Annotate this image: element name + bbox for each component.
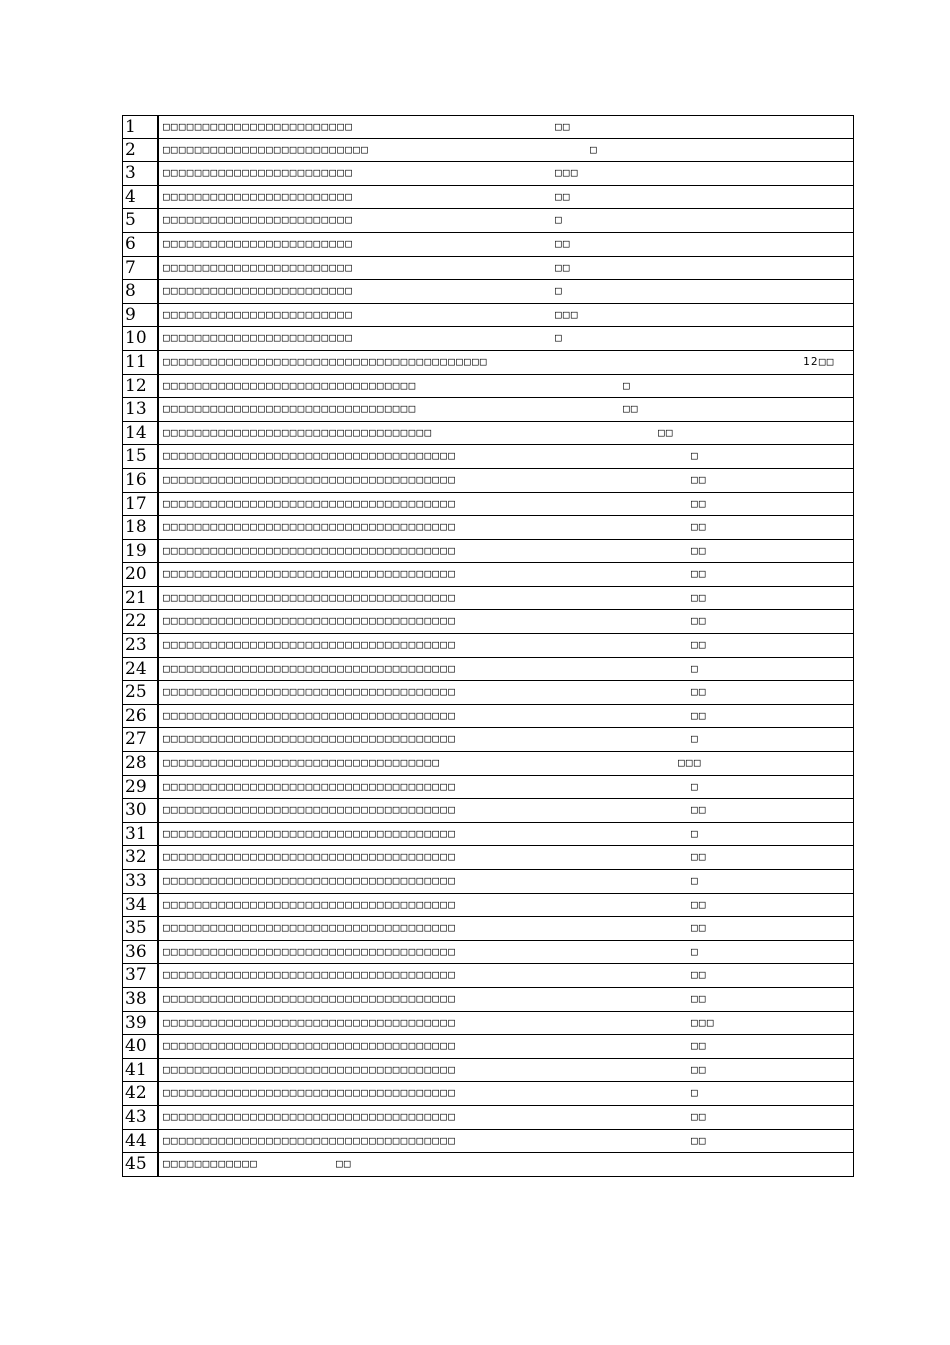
row-tail-text: □□□ bbox=[555, 307, 579, 321]
document-table bbox=[122, 115, 854, 1177]
row-tail-text: □□ bbox=[691, 968, 707, 982]
row-number: 40 bbox=[123, 1035, 159, 1058]
row-text: □□□□□□□□□□□□□□□□□□□□□□□□□□□□□□□□□□□□□ bbox=[163, 1133, 457, 1147]
row-tail-text: □ bbox=[691, 449, 699, 463]
row-number: 26 bbox=[123, 705, 159, 728]
table-row bbox=[122, 563, 854, 587]
row-text: □□□□□□□□□□□□□□□□□□□□□□□□□□□□□□□□□□□□□ bbox=[163, 638, 457, 652]
table-row bbox=[122, 445, 854, 469]
row-text: □□□□□□□□□□□□□□□□□□□□□□□□□□□□□□□□□□□□□ bbox=[163, 708, 457, 722]
row-tail-text: □□ bbox=[691, 520, 707, 534]
row-tail-text: □ bbox=[691, 826, 699, 840]
row-text: □□□□□□□□□□□□□□□□□□□□□□□□□□□□□□□□□□□□□ bbox=[163, 803, 457, 817]
table-row bbox=[122, 752, 854, 776]
table-row bbox=[122, 139, 854, 163]
row-tail-text: □ bbox=[691, 779, 699, 793]
row-text: □□□□□□□□□□□□□□□□□□□□□□□□□□□□□□□□□□□□□ bbox=[163, 449, 457, 463]
row-tail-text: □□ bbox=[691, 638, 707, 652]
row-number: 17 bbox=[123, 493, 159, 516]
row-number: 31 bbox=[123, 823, 159, 846]
row-text: □□□□□□□□□□□□□□□□□□□□□□□□ bbox=[163, 284, 354, 298]
row-number: 27 bbox=[123, 728, 159, 751]
table-row bbox=[122, 846, 854, 870]
row-tail-text: □□ bbox=[691, 708, 707, 722]
row-number: 19 bbox=[123, 540, 159, 563]
table-row bbox=[122, 917, 854, 941]
row-tail-text: □ bbox=[691, 874, 699, 887]
row-number: 7 bbox=[123, 257, 159, 280]
row-text: □□□□□□□□□□□□□□□□□□□□□□□□□□□□□□□□ bbox=[163, 378, 417, 392]
row-tail-text: □ bbox=[555, 213, 563, 227]
row-number: 18 bbox=[123, 516, 159, 539]
row-text: □□□□□□□□□□□□□□□□□□□□□□□□□□□□□□□□ bbox=[163, 402, 417, 416]
table-row bbox=[122, 1082, 854, 1106]
table-row bbox=[122, 327, 854, 351]
row-text: □□□□□□□□□□□□□□□□□□□□□□□□□□□□□□□□□□□□□ bbox=[163, 496, 457, 510]
row-text: □□□□□□□□□□□□□□□□□□□□□□□□ bbox=[163, 213, 354, 227]
table-row bbox=[122, 257, 854, 281]
row-text: □□□□□□□□□□□□□□□□□□□□□□□□□□□□□□□□□□□□□ bbox=[163, 944, 457, 958]
row-text: □□□□□□□□□□□□□□□□□□□□□□□□ bbox=[163, 331, 354, 345]
row-tail-text: □ bbox=[691, 732, 699, 746]
table-row bbox=[122, 776, 854, 800]
row-number: 14 bbox=[123, 422, 159, 445]
table-row bbox=[122, 870, 854, 894]
table-row bbox=[122, 941, 854, 965]
table-row bbox=[122, 587, 854, 611]
row-text: □□□□□□□□□□□□□□□□□□□□□□□□ bbox=[163, 189, 354, 203]
row-text: □□□□□□□□□□□□□□□□□□□□□□□□□□□□□□□□□□□□□ bbox=[163, 921, 457, 935]
row-tail-text: □□ bbox=[691, 1109, 707, 1123]
row-number: 38 bbox=[123, 988, 159, 1011]
row-text: □□□□□□□□□□□□□□□□□□□□□□□□□□□□□□□□□□□□□ bbox=[163, 991, 457, 1005]
row-tail-text: □□ bbox=[623, 402, 639, 416]
table-row bbox=[122, 1106, 854, 1130]
row-text: □□□□□□□□□□□□□□□□□□□□□□□□□□□□□□□□□□□□□ bbox=[163, 685, 457, 699]
row-tail-text: □□ bbox=[691, 897, 707, 911]
table-row bbox=[122, 351, 854, 375]
row-number: 3 bbox=[123, 162, 159, 185]
row-number: 43 bbox=[123, 1106, 159, 1129]
row-text: □□□□□□□□□□□□□□□□□□□□□□□□□□□□□□□□□□□□□ bbox=[163, 968, 457, 982]
table-row bbox=[122, 304, 854, 328]
row-tail-text: □ bbox=[555, 284, 563, 298]
table-row bbox=[122, 705, 854, 729]
row-text: □□□□□□□□□□□□ bbox=[163, 1157, 259, 1171]
row-tail-text: □□ bbox=[691, 803, 707, 817]
row-tail-text: □□ bbox=[555, 260, 571, 274]
row-text: □□□□□□□□□□□□□□□□□□□□□□□□□□□□□□□□□□□□□ bbox=[163, 732, 457, 746]
row-tail-text: □ bbox=[555, 331, 563, 345]
table-row bbox=[122, 658, 854, 682]
table-row bbox=[122, 1153, 854, 1177]
row-tail-text: □ bbox=[691, 661, 699, 675]
table-row bbox=[122, 233, 854, 257]
table-row bbox=[122, 1130, 854, 1154]
table-row bbox=[122, 516, 854, 540]
row-tail-text: □□ bbox=[691, 496, 707, 510]
row-tail-text: □□□ bbox=[555, 166, 579, 180]
row-text: □□□□□□□□□□□□□□□□□□□□□□□□□□□□□□□□□□□□□ bbox=[163, 661, 457, 675]
row-tail-text: □□ bbox=[691, 590, 707, 604]
row-number: 36 bbox=[123, 941, 159, 964]
row-text: □□□□□□□□□□□□□□□□□□□□□□□□□□□□□□□□□□□□□ bbox=[163, 850, 457, 864]
row-tail-text: □□ bbox=[691, 921, 707, 935]
row-number: 41 bbox=[123, 1059, 159, 1082]
table-row bbox=[122, 422, 854, 446]
table-row bbox=[122, 115, 854, 139]
row-text: □□□□□□□□□□□□□□□□□□□□□□□□□□□□□□□□□□□□□ bbox=[163, 472, 457, 486]
table-row bbox=[122, 823, 854, 847]
row-number: 9 bbox=[123, 304, 159, 327]
row-text: □□□□□□□□□□□□□□□□□□□□□□□□ bbox=[163, 166, 354, 180]
row-number: 16 bbox=[123, 469, 159, 492]
row-tail-text: □□ bbox=[691, 1062, 707, 1076]
row-tail-text: □□ bbox=[555, 189, 571, 203]
row-tail-text: □ bbox=[691, 1086, 699, 1100]
row-number: 23 bbox=[123, 634, 159, 657]
row-number: 42 bbox=[123, 1082, 159, 1105]
row-tail-text: □ bbox=[623, 378, 631, 392]
table-row bbox=[122, 681, 854, 705]
row-tail-text: □□ bbox=[691, 850, 707, 864]
table-row bbox=[122, 469, 854, 493]
table-row bbox=[122, 894, 854, 918]
table-row bbox=[122, 280, 854, 304]
row-number: 32 bbox=[123, 846, 159, 869]
table-row bbox=[122, 634, 854, 658]
row-number: 30 bbox=[123, 799, 159, 822]
row-number: 6 bbox=[123, 233, 159, 256]
row-text: □□□□□□□□□□□□□□□□□□□□□□□□□□□□□□□□□□□□□ bbox=[163, 779, 457, 793]
row-tail-text: □□ bbox=[691, 1133, 707, 1147]
row-number: 13 bbox=[123, 398, 159, 421]
table-row bbox=[122, 964, 854, 988]
row-text: □□□□□□□□□□□□□□□□□□□□□□□□□□□□□□□□□□□□□ bbox=[163, 567, 457, 581]
table-row bbox=[122, 1035, 854, 1059]
row-text: □□□□□□□□□□□□□□□□□□□□□□□□ bbox=[163, 236, 354, 250]
row-tail-text: □□ bbox=[691, 543, 707, 557]
row-text: □□□□□□□□□□□□□□□□□□□□□□□□□□□□□□□□□□□□□ bbox=[163, 614, 457, 628]
row-text: □□□□□□□□□□□□□□□□□□□□□□□□ bbox=[163, 120, 354, 133]
table-row bbox=[122, 1059, 854, 1083]
row-number: 39 bbox=[123, 1012, 159, 1035]
row-text: □□□□□□□□□□□□□□□□□□□□□□□□□□□□□□□□□□□□□ bbox=[163, 1039, 457, 1053]
row-tail-text: □□ bbox=[691, 1039, 707, 1053]
row-tail-text: □□ bbox=[691, 472, 707, 486]
row-number: 1 bbox=[123, 116, 159, 138]
row-number: 35 bbox=[123, 917, 159, 940]
row-number: 10 bbox=[123, 327, 159, 350]
row-tail-text: □□ bbox=[691, 614, 707, 628]
row-number: 15 bbox=[123, 445, 159, 468]
row-number: 34 bbox=[123, 894, 159, 917]
row-text: □□□□□□□□□□□□□□□□□□□□□□□□□□□□□□□□□□□□□ bbox=[163, 1086, 457, 1100]
row-text: □□□□□□□□□□□□□□□□□□□□□□□□□□□□□□□□□□□ bbox=[163, 756, 441, 770]
row-tail-text: □□ bbox=[691, 991, 707, 1005]
row-number: 29 bbox=[123, 776, 159, 799]
row-tail-text: □□□ bbox=[691, 1015, 715, 1029]
row-tail-text: □ bbox=[590, 142, 598, 156]
table-row bbox=[122, 799, 854, 823]
row-text: □□□□□□□□□□□□□□□□□□□□□□□□□□□□□□□□□□□□□□□□□ bbox=[163, 354, 488, 368]
table-row bbox=[122, 728, 854, 752]
row-tail-text: 12□□ bbox=[803, 354, 835, 368]
row-number: 5 bbox=[123, 209, 159, 232]
row-number: 24 bbox=[123, 658, 159, 681]
row-tail-text: □□ bbox=[691, 685, 707, 699]
row-number: 33 bbox=[123, 870, 159, 893]
row-number: 44 bbox=[123, 1130, 159, 1153]
row-number: 45 bbox=[123, 1153, 159, 1176]
row-number: 25 bbox=[123, 681, 159, 704]
row-number: 2 bbox=[123, 139, 159, 162]
table-row bbox=[122, 610, 854, 634]
row-text: □□□□□□□□□□□□□□□□□□□□□□□□ bbox=[163, 307, 354, 321]
row-number: 22 bbox=[123, 610, 159, 633]
row-tail-text: □□ bbox=[658, 425, 674, 439]
row-number: 8 bbox=[123, 280, 159, 303]
row-number: 11 bbox=[123, 351, 159, 374]
table-row bbox=[122, 1012, 854, 1036]
row-tail-text: □□□ bbox=[678, 756, 702, 770]
row-number: 20 bbox=[123, 563, 159, 586]
row-number: 4 bbox=[123, 186, 159, 209]
table-row bbox=[122, 540, 854, 564]
row-number: 28 bbox=[123, 752, 159, 775]
row-text: □□□□□□□□□□□□□□□□□□□□□□□□□□□□□□□□□□□□□ bbox=[163, 590, 457, 604]
row-text: □□□□□□□□□□□□□□□□□□□□□□□□□□□□□□□□□□□□□ bbox=[163, 897, 457, 911]
row-text: □□□□□□□□□□□□□□□□□□□□□□□□□□□□□□□□□□□□□ bbox=[163, 874, 457, 887]
row-number: 21 bbox=[123, 587, 159, 610]
table-row bbox=[122, 988, 854, 1012]
row-text: □□□□□□□□□□□□□□□□□□□□□□□□ bbox=[163, 260, 354, 274]
row-text: □□□□□□□□□□□□□□□□□□□□□□□□□□□□□□□□□□□□□ bbox=[163, 1062, 457, 1076]
row-text: □□□□□□□□□□□□□□□□□□□□□□□□□□□□□□□□□□□□□ bbox=[163, 520, 457, 534]
row-tail-text: □ bbox=[691, 944, 699, 958]
row-text: □□□□□□□□□□□□□□□□□□□□□□□□□□□□□□□□□□□□□ bbox=[163, 1015, 457, 1029]
row-number: 37 bbox=[123, 964, 159, 987]
row-text: □□□□□□□□□□□□□□□□□□□□□□□□□□□□□□□□□□□□□ bbox=[163, 1109, 457, 1123]
table-row bbox=[122, 162, 854, 186]
table-row bbox=[122, 186, 854, 210]
row-tail-text: □□ bbox=[555, 236, 571, 250]
row-text: □□□□□□□□□□□□□□□□□□□□□□□□□□ bbox=[163, 142, 369, 156]
table-row bbox=[122, 209, 854, 233]
table-row bbox=[122, 398, 854, 422]
row-text: □□□□□□□□□□□□□□□□□□□□□□□□□□□□□□□□□□ bbox=[163, 425, 433, 439]
row-text: □□□□□□□□□□□□□□□□□□□□□□□□□□□□□□□□□□□□□ bbox=[163, 826, 457, 840]
row-text: □□□□□□□□□□□□□□□□□□□□□□□□□□□□□□□□□□□□□ bbox=[163, 543, 457, 557]
table-row bbox=[122, 375, 854, 399]
table-row bbox=[122, 493, 854, 517]
row-tail-text: □□ bbox=[336, 1157, 352, 1171]
row-tail-text: □□ bbox=[691, 567, 707, 581]
row-tail-text: □□ bbox=[555, 120, 571, 133]
row-number: 12 bbox=[123, 375, 159, 398]
